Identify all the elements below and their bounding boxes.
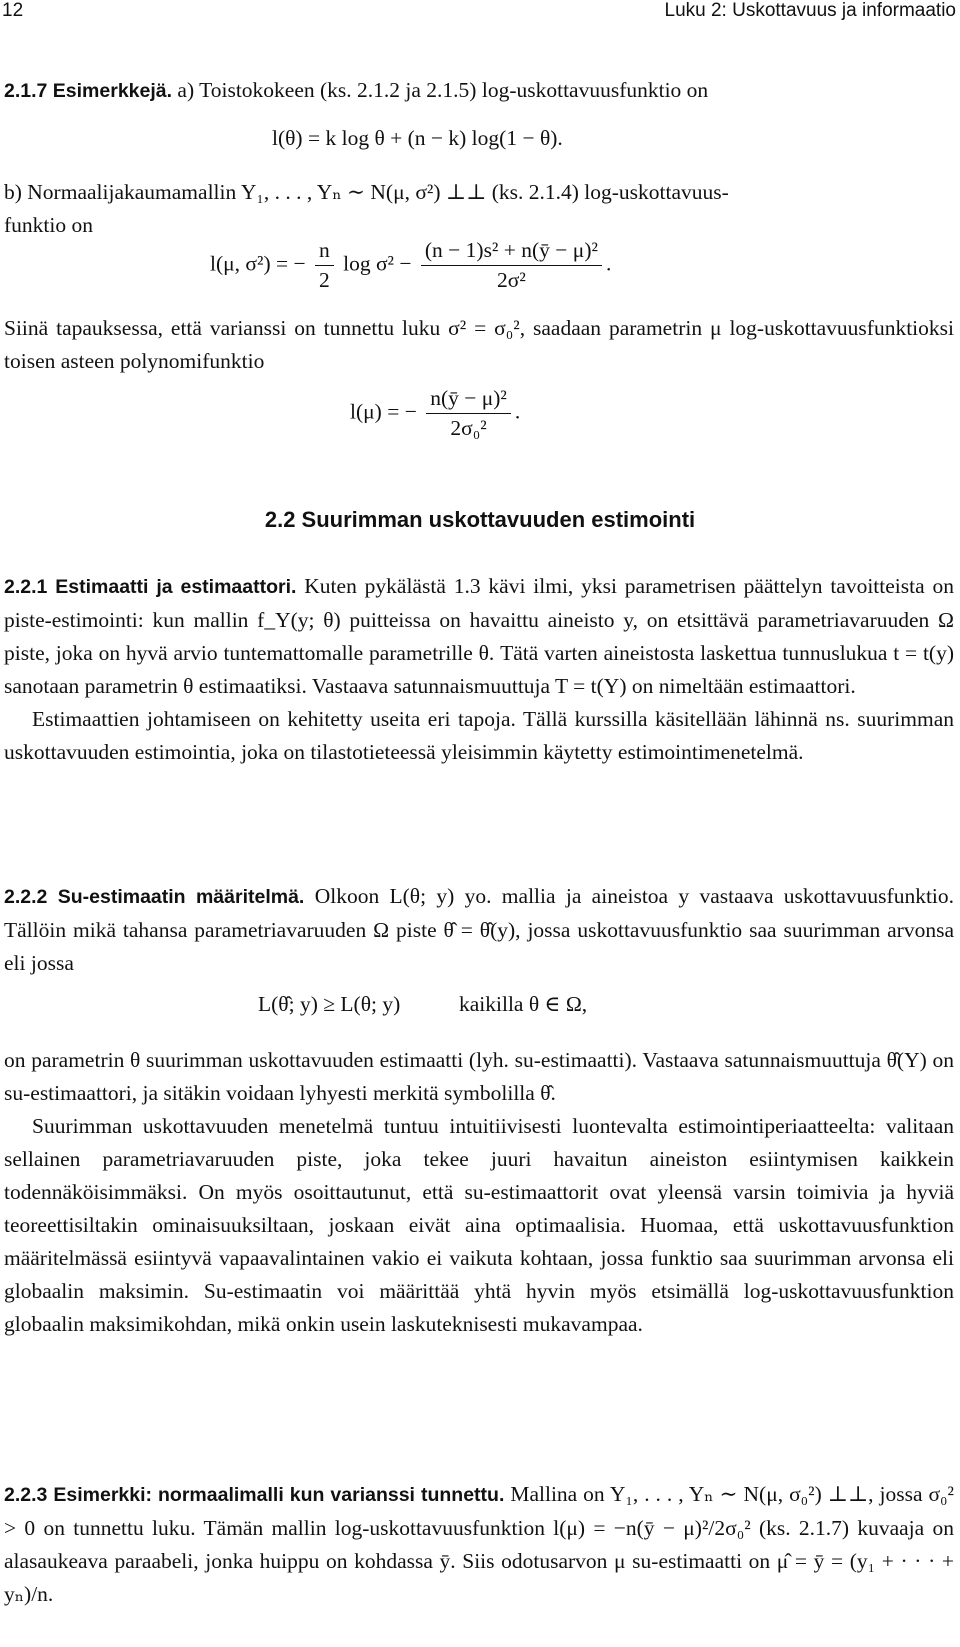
eq2-fraction-1 xyxy=(315,238,334,293)
text-222-p2: Suurimman uskottavuuden menetelmä tuntuu intuitiivisesti luontevalta estimointiperiaatteelta: valitaan sellainen parametriavaruuden piste, joka tekee juuri havaitun aineiston esiintymisen kaikkein todennäköisimmäksi. On myös osoittautunut, että su-estimaattorit ovat yleensä varsin toimivia ja hyviä teoreettisiltakin ominaisuuksiltaan, joskaan eivät aina optimaalisia. Huomaa, että uskottavuusfunktion määritelmässä esiintyvä vapaavalintainen vakio ei vaikuta kohtaan, jossa funktio saa suurimman arvonsa eli globaalin maksimin. Su-estimaatin voi määrittää yhtä hyvin myös etsimällä log-uskottavuusfunktion globaalin maksimikohdan, mikä onkin usein laskuteknisesti mukavampaa. xyxy=(4,1114,954,1336)
text-221: Kuten pykälästä 1.3 kävi ilmi, yksi parametrisen päättelyn tavoitteista on piste-estimointi: kun mallin f_Y(y; θ) puitteissa on havaittu aineisto y, on etsittävä parametriavaruuden Ω piste, joka on hyvä arvio tuntemattomalle parametrille θ. Tätä varten aineistosta laskettua tunnuslukua t = t(y) sanotaan parametrin θ estimaatiksi. Vastaava satunnaismuuttuja T = t(Y) on nimeltään estimaattori. xyxy=(4,574,954,698)
section-222-cont xyxy=(4,1044,954,1341)
example-217-a-text: a) Toistokokeen (ks. 2.1.2 ja 2.1.5) log-uskottavuusfunktio on xyxy=(177,78,709,102)
text-223: Mallina on Y₁, . . . , Yₙ ∼ N(μ, σ₀²) ⊥⊥, jossa σ₀² > 0 on tunnettu luku. Tämän mallin log-uskottavuusfunktion l(μ) = −n(ȳ − μ)²/2σ₀² (ks. 2.1.7) kuvaaja on alasaukeava paraabeli, jonka huippu on kohdassa ȳ. Siis odotusarvon μ su-estimaatti on μ̂ = ȳ = (y₁ + · · · + yₙ)/n. xyxy=(4,1482,955,1606)
eq3-left: l(μ) = − xyxy=(350,399,417,424)
equation-log-likelihood-bernoulli: l(θ) = k log θ + (n − k) log(1 − θ). xyxy=(272,126,563,150)
equation-mu-log-likelihood: l(μ) = − $\frac{\text{n(ȳ − μ)²}}{\text{2σ₀²}}$ . xyxy=(350,386,521,440)
heading-221: 2.2.1 Estimaatti ja estimaattori. xyxy=(4,576,297,598)
section-221 xyxy=(4,570,954,769)
equation-normal-log-likelihood: l(μ, σ²) = − $\frac{n}{2}$ log σ² − $\frac{\text{(n − 1)s² + n(ȳ − μ)²}}{\text{2σ²}}$ . xyxy=(210,238,612,292)
example-217-heading: 2.1.7 Esimerkkejä. xyxy=(4,80,173,102)
eq2-frac1-den: 2 xyxy=(318,268,330,292)
text-222-2: on parametrin θ suurimman uskottavuuden estimaatti (lyh. su-estimaatti). Vastaava satunnaismuuttuja θ̂(Y) on su-estimaattori, ja sitäkin voidaan lyhyesti merkitä symbolilla θ̂. xyxy=(4,1048,954,1105)
eq2-frac1-num: n xyxy=(315,238,334,266)
section-223 xyxy=(4,1478,954,1611)
section-222 xyxy=(4,880,954,980)
equation-mle-definition xyxy=(258,992,587,1017)
eq2-left: l(μ, σ²) = − xyxy=(210,251,306,276)
known-variance-text: Siinä tapauksessa, että varianssi on tunnettu luku σ² = σ₀², saadaan parametrin μ log-uskottavuusfunktioksi toisen asteen polynomifunktio xyxy=(4,316,954,373)
page-header xyxy=(2,0,956,28)
example-217-b-text xyxy=(4,176,954,242)
text-221-p2: Estimaattien johtamiseen on kehitetty useita eri tapoja. Tällä kurssilla käsitellään lähinnä ns. suurimman uskottavuuden estimointia, joka on tilastotieteessä yleisimmin käytetty estimointimenetelmä. xyxy=(4,707,954,764)
eq3-fraction xyxy=(426,386,511,441)
eq2-fraction-2 xyxy=(421,238,602,293)
heading-222: 2.2.2 Su-estimaatin määritelmä. xyxy=(4,886,305,908)
mle-for-all: kaikilla θ ∈ Ω, xyxy=(459,992,588,1016)
chapter-title: Luku 2: Uskottavuus ja informaatio xyxy=(664,0,956,21)
b-text-line2: funktio on xyxy=(4,213,93,237)
heading-223: 2.2.3 Esimerkki: normaalimalli kun varianssi tunnettu. xyxy=(4,1484,505,1506)
eq2-frac2-den: 2σ² xyxy=(497,268,526,292)
eq2-frac2-num: (n − 1)s² + n(ȳ − μ)² xyxy=(421,238,602,266)
text-222: Olkoon L(θ; y) yo. mallia ja aineistoa y vastaava uskottavuusfunktio. Tällöin mikä tahansa parametriavaruuden Ω piste θ̂ = θ̂(y), jossa uskottavuusfunktio saa suurimman arvonsa eli jossa xyxy=(4,884,955,975)
eq3-den: 2σ₀² xyxy=(450,416,487,440)
example-217-intro xyxy=(4,74,954,108)
page-number: 12 xyxy=(2,0,24,21)
eq3-num: n(ȳ − μ)² xyxy=(426,386,511,414)
b-text-line1: b) Normaalijakaumamallin Y₁, . . . , Yₙ ∼ N(μ, σ²) ⊥⊥ (ks. 2.1.4) log-uskottavuus- xyxy=(4,180,729,204)
eq2-mid: log σ² − xyxy=(343,251,412,276)
mle-inequality: L(θ̂; y) ≥ L(θ; y) xyxy=(258,992,401,1016)
section-title-2-2: 2.2 Suurimman uskottavuuden estimointi xyxy=(264,507,696,532)
